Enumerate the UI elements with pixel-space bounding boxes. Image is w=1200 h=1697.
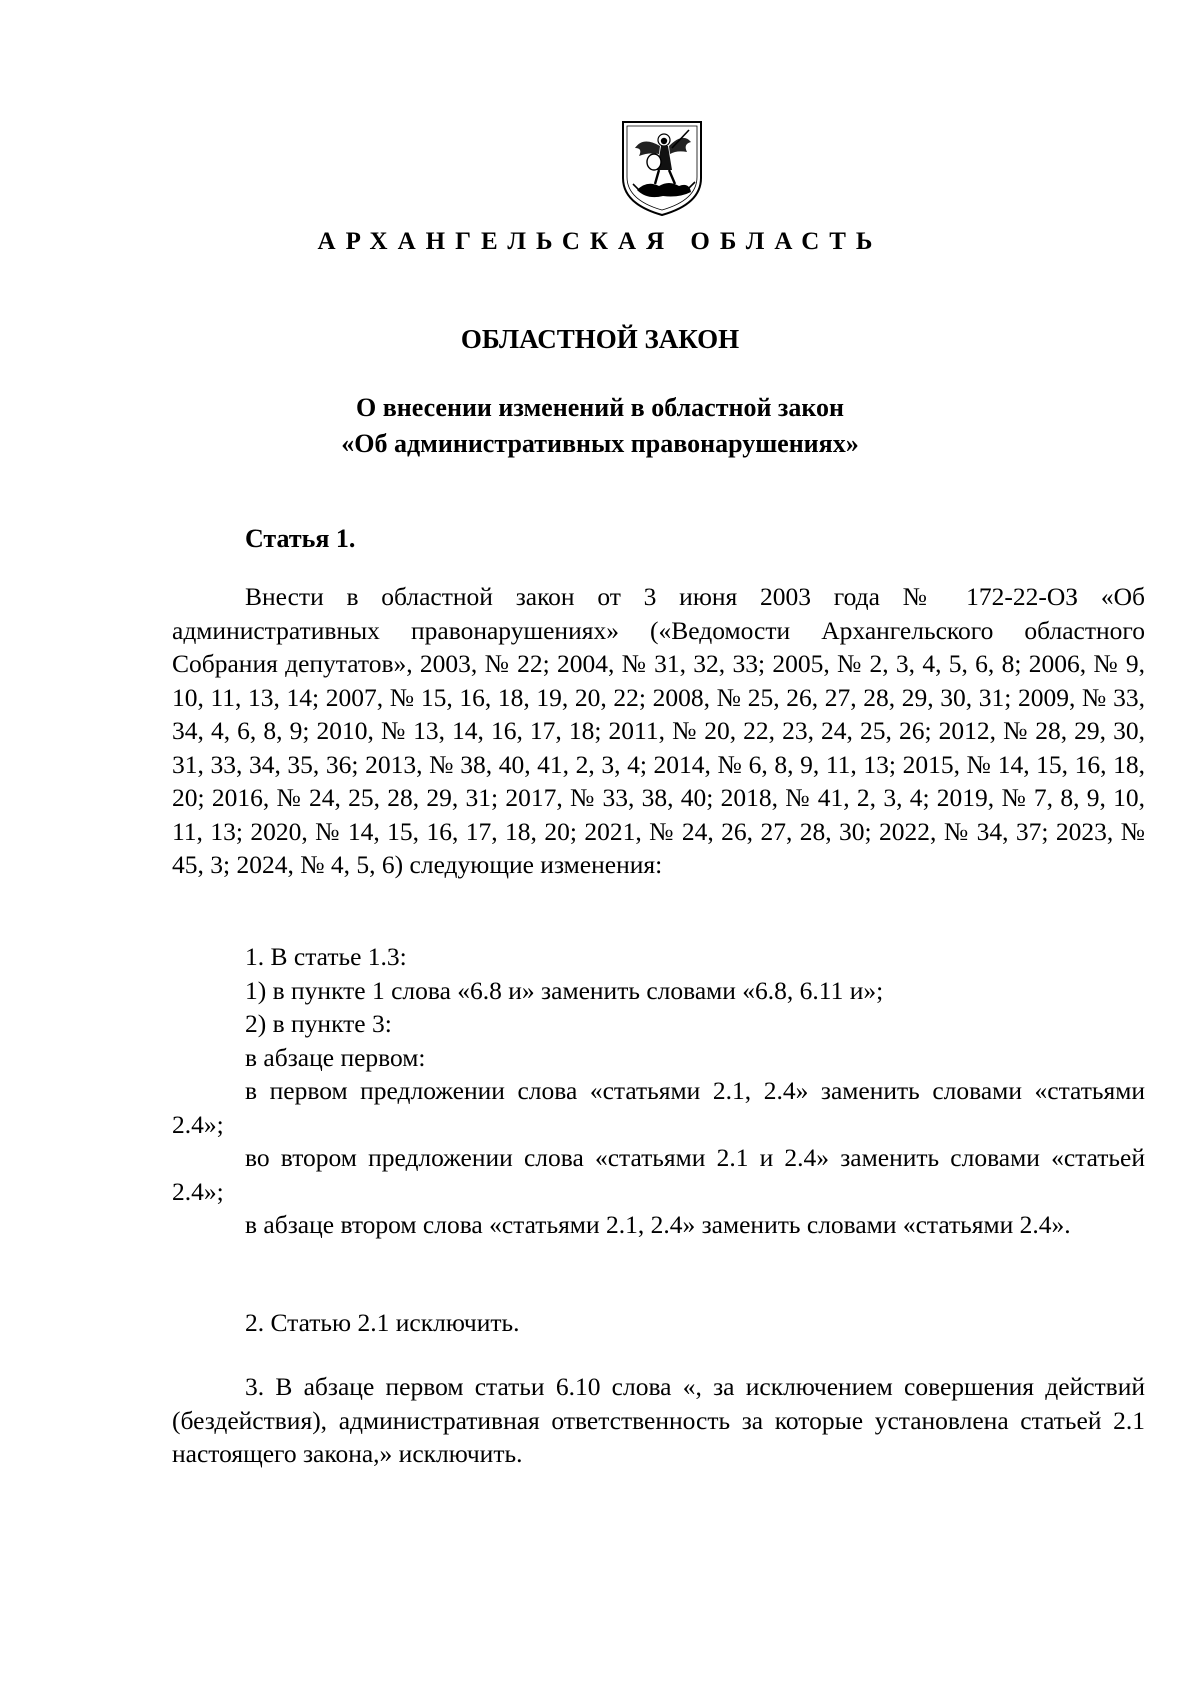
item-1-sub-2-paragraph-2: в абзаце втором слова «статьями 2.1, 2.4» заменить словами «статьями 2.4». [245,1210,1071,1239]
item-1-sub-2-sentence-2: во втором предложении слова «статьями 2.1 и 2.4» заменить словами «статьей 2.4»; [172,1143,1145,1206]
item-3-paragraph: 3. В абзаце первом статьи 6.10 слова «, за исключением совершения действий (бездействия), административная ответственность за которые установлена статьей 2.1 настоящего закона,» исключить. [172,1372,1145,1468]
item-1-sub-1: 1) в пункте 1 слова «6.8 и» заменить словами «6.8, 6.11 и»; [245,975,884,1005]
item-2-paragraph: 2. Статью 2.1 исключить. [245,1308,520,1337]
law-title [0,390,1200,462]
item-1-heading: 1. В статье 1.3: [245,942,407,971]
article-heading: Статья 1. [245,524,356,553]
item-1-block [172,940,1145,1242]
item-2-block [172,1306,1145,1340]
item-1-sub-2: 2) в пункте 3: [245,1009,392,1038]
item-1-sub-2-sentence-1: в первом предложении слова «статьями 2.1, 2.4» заменить словами «статьями 2.4»; [172,1076,1145,1139]
law-title-line-2: «Об административных правонарушениях» [341,429,859,458]
region-name: АРХАНГЕЛЬСКАЯ ОБЛАСТЬ [317,228,883,255]
coat-of-arms-icon [617,118,707,218]
article-intro-block [172,580,1145,882]
law-type-heading: ОБЛАСТНОЙ ЗАКОН [460,324,740,354]
item-1-sub-2-paragraph-1: в абзаце первом: [245,1042,426,1072]
article-intro-paragraph: Внести в областной закон от 3 июня 2003 года № 172-22-ОЗ «Об административных правонарушениях» («Ведомости Архангельского областного Собрания депутатов», 2003, № 22; 2004, № 31, 32, 33; 2005, № 2, 3, 4, 5, 6, 8; 2006, № 9, 10, 11, 13, 14; 2007, № 15, 16, 18, 19, 20, 22; 2008, № 25, 26, 27, 28, 29, 30, 31; 2009, № 33, 34, 4, 6, 8, 9; 2010, № 13, 14, 16, 17, 18; 2011, № 20, 22, 23, 24, 25, 26; 2012, № 28, 29, 30, 31, 33, 34, 35, 36; 2013, № 38, 40, 41, 2, 3, 4; 2014, № 6, 8, 9, 11, 13; 2015, № 14, 15, 16, 18, 20; 2016, № 24, 25, 28, 29, 31; 2017, № 33, 38, 40; 2018, № 41, 2, 3, 4; 2019, № 7, 8, 9, 10, 11, 13; 2020, № 14, 15, 16, 17, 18, 20; 2021, № 24, 26, 27, 28, 30; 2022, № 34, 37; 2023, № 45, 3; 2024, № 4, 5, 6) следующие изменения: [172,582,1145,879]
law-title-line-1: О внесении изменений в областной закон [355,393,845,422]
item-3-block [172,1370,1145,1471]
